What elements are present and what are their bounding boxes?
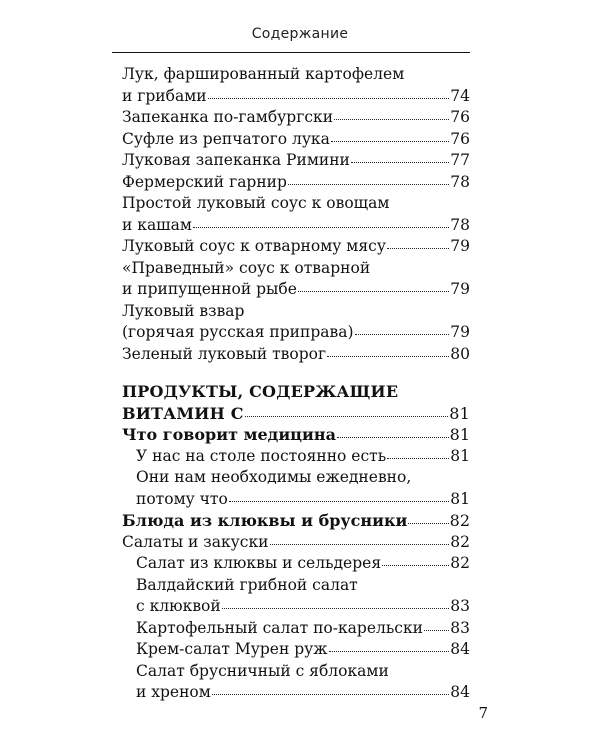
dot-leader — [298, 290, 449, 292]
toc-entry-title: Луковый соус к отварному мясу — [122, 237, 386, 255]
toc-entry[interactable] — [122, 236, 470, 258]
header-rule — [112, 52, 470, 53]
toc-entry-title: Луковая запеканка Римини — [122, 151, 350, 169]
toc-entry-title: Валдайский грибной салат — [136, 575, 358, 594]
dot-leader — [193, 226, 449, 228]
toc-entry[interactable] — [122, 553, 470, 575]
toc-entry-page: 82 — [449, 511, 470, 530]
toc-entry-title: Картофельный салат по-карельски — [136, 618, 423, 637]
toc-entry[interactable] — [122, 467, 470, 510]
toc-entry[interactable] — [122, 575, 470, 618]
toc-entry-page: 81 — [450, 446, 470, 465]
dot-leader — [327, 355, 449, 357]
toc-entry-title: Простой луковый соус к овощам — [122, 194, 390, 212]
dot-leader — [424, 629, 449, 631]
toc-entry-title: Лук, фаршированный картофелем — [122, 65, 405, 83]
toc-entry[interactable] — [122, 150, 470, 172]
toc-entry[interactable] — [122, 344, 470, 366]
toc-entry[interactable] — [122, 258, 470, 301]
toc-entry-title: (горячая русская приправа) — [122, 323, 354, 341]
toc-entry-page: 81 — [450, 489, 470, 508]
toc-entry-title: Салат брусничный с яблоками — [136, 661, 389, 680]
toc-entry[interactable] — [122, 301, 470, 344]
toc-entry-title: с клюквой — [136, 597, 221, 615]
dot-leader — [270, 543, 450, 545]
toc-entry[interactable] — [122, 510, 470, 532]
toc-entry-page: 84 — [450, 640, 470, 658]
dot-leader — [229, 500, 449, 502]
toc-entry[interactable] — [122, 64, 470, 107]
toc-entry[interactable] — [122, 172, 470, 194]
dot-leader — [245, 415, 449, 417]
toc-entry-page: 78 — [450, 172, 470, 191]
dot-leader — [329, 650, 450, 652]
page-number: 7 — [478, 704, 488, 722]
toc-entry-page: 81 — [449, 403, 470, 423]
toc-entry-title: ПРОДУКТЫ, СОДЕРЖАЩИЕ — [122, 382, 399, 401]
toc-entry[interactable] — [122, 661, 470, 704]
toc-entry[interactable] — [122, 532, 470, 554]
toc-entry-page: 82 — [450, 554, 470, 572]
toc-entry-page: 78 — [450, 215, 470, 234]
table-of-contents — [122, 64, 470, 704]
toc-entry-page: 76 — [450, 108, 470, 126]
dot-leader — [208, 97, 450, 99]
dot-leader — [351, 161, 449, 163]
toc-entry-page: 79 — [450, 323, 470, 341]
toc-entry-title: Зеленый луковый творог — [122, 344, 327, 363]
toc-entry[interactable] — [122, 107, 470, 129]
dot-leader — [387, 457, 449, 459]
toc-entry-title: и припущенной рыбе — [122, 280, 297, 298]
dot-leader — [334, 118, 449, 120]
toc-entry-page: 82 — [450, 532, 470, 551]
toc-entry-title: и кашам — [122, 215, 192, 234]
toc-entry[interactable] — [122, 639, 470, 661]
toc-entry-title: Салаты и закуски — [122, 532, 269, 551]
toc-entry-title: потому что — [136, 489, 228, 508]
dot-leader — [331, 140, 449, 142]
dot-leader — [212, 693, 449, 695]
toc-entry[interactable] — [122, 446, 470, 468]
toc-entry[interactable] — [122, 381, 470, 424]
toc-entry-title: Салат из клюквы и сельдерея — [136, 554, 382, 572]
toc-entry-page: 84 — [450, 683, 470, 701]
toc-entry[interactable] — [122, 129, 470, 151]
toc-entry-title: и хреном — [136, 683, 211, 701]
toc-entry-title: Луковый взвар — [122, 301, 245, 320]
toc-entry-title: У нас на столе постоянно есть — [136, 446, 387, 465]
toc-entry-title: Фермерский гарнир — [122, 172, 287, 191]
dot-leader — [387, 247, 449, 249]
dot-leader — [355, 333, 450, 335]
toc-entry-title: Они нам необходимы ежедневно, — [136, 468, 412, 486]
dot-leader — [222, 607, 450, 609]
toc-entry-title: и грибами — [122, 86, 207, 105]
toc-entry-title: Блюда из клюквы и брусники — [122, 511, 408, 530]
toc-entry[interactable] — [122, 424, 470, 446]
toc-entry-page: 83 — [450, 618, 470, 637]
toc-entry[interactable] — [122, 193, 470, 236]
toc-entry-page: 76 — [450, 129, 470, 148]
toc-entry-title: Крем-салат Мурен руж — [136, 640, 328, 658]
toc-entry-page: 80 — [450, 344, 470, 363]
dot-leader — [337, 436, 449, 438]
toc-entry-page: 81 — [449, 425, 470, 444]
toc-entry-page: 79 — [450, 237, 470, 255]
toc-entry-title: ВИТАМИН С — [122, 403, 244, 423]
toc-entry-page: 77 — [450, 151, 470, 169]
toc-entry[interactable] — [122, 618, 470, 640]
toc-entry-page: 79 — [450, 280, 470, 298]
toc-entry-title: Суфле из репчатого лука — [122, 129, 330, 148]
toc-entry-page: 83 — [450, 597, 470, 615]
dot-leader — [288, 183, 449, 185]
toc-entry-title: Запеканка по-гамбургски — [122, 108, 334, 126]
dot-leader — [408, 522, 448, 524]
toc-entry-title: Что говорит медицина — [122, 425, 336, 444]
toc-entry-title: «Праведный» соус к отварной — [122, 258, 371, 277]
running-header: Содержание — [251, 26, 349, 42]
dot-leader — [382, 564, 449, 566]
toc-entry-page: 74 — [450, 86, 470, 105]
